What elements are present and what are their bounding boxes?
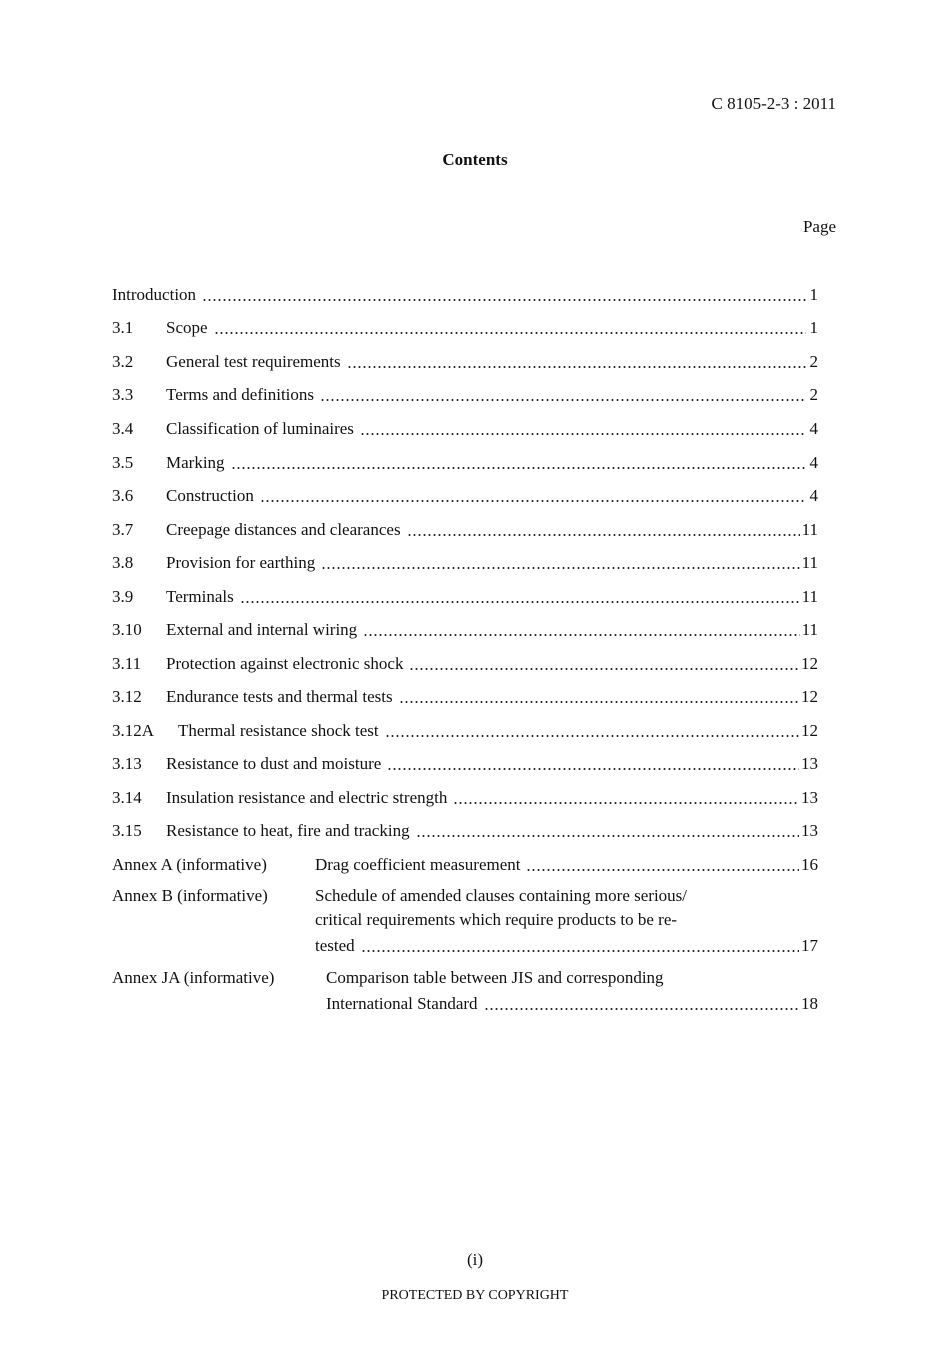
toc-entry[interactable] (112, 484, 818, 506)
toc-entry-annex-a[interactable] (112, 853, 818, 875)
toc-entry[interactable] (112, 350, 818, 372)
dot-leader (361, 936, 799, 956)
toc-entry-number: 3.14 (112, 788, 142, 807)
dot-leader (453, 788, 799, 808)
dot-leader (409, 654, 799, 674)
toc-entry-page: 2 (809, 352, 818, 371)
toc-entry-page: 18 (801, 994, 818, 1013)
toc-entry-page: 4 (809, 486, 818, 505)
toc-entry[interactable] (112, 585, 818, 607)
toc-entry[interactable] (112, 719, 818, 741)
annex-title-line: International Standard (326, 994, 478, 1013)
toc-entry-page: 1 (809, 285, 818, 304)
toc-entry-page: 4 (809, 419, 818, 438)
toc-entry[interactable] (112, 819, 818, 841)
toc-entry-page: 2 (809, 385, 818, 404)
annex-title: Drag coefficient measurement (315, 855, 521, 874)
toc-entry[interactable] (112, 518, 818, 540)
dot-leader (260, 486, 806, 506)
dot-leader (407, 520, 800, 540)
toc-entry-title: Resistance to dust and moisture (166, 754, 382, 773)
dot-leader (385, 721, 799, 741)
toc-entry-title: Terminals (166, 587, 234, 606)
toc-entry-number: 3.5 (112, 453, 134, 472)
dot-leader (240, 587, 800, 607)
dot-leader (360, 419, 806, 439)
toc-entry[interactable] (112, 451, 818, 473)
document-id: C 8105-2-3 : 2011 (711, 94, 836, 113)
annex-label: Annex JA (informative) (112, 968, 275, 987)
toc-entry[interactable] (112, 786, 818, 808)
toc-entry-page: 16 (801, 855, 818, 874)
toc-entry-title: Introduction (112, 285, 197, 304)
toc-entry-page: 11 (801, 553, 818, 572)
dot-leader (484, 994, 799, 1014)
dot-leader (320, 385, 806, 405)
toc-entry-number: 3.10 (112, 620, 142, 639)
copyright-notice: PROTECTED BY COPYRIGHT (381, 1288, 569, 1303)
dot-leader (202, 285, 806, 305)
toc-entry-page: 11 (801, 520, 818, 539)
toc-entry[interactable] (112, 316, 818, 338)
dot-leader (526, 855, 799, 875)
toc-entry-page: 1 (809, 318, 818, 337)
toc-entry[interactable] (112, 618, 818, 640)
toc-entry[interactable] (112, 652, 818, 674)
toc-entry-number: 3.13 (112, 754, 142, 773)
toc-entry-title: Insulation resistance and electric strength (166, 788, 448, 807)
dot-leader (363, 620, 799, 640)
page-column-label: Page (802, 217, 836, 236)
toc-entry-page: 17 (801, 936, 818, 955)
toc-entry[interactable] (112, 551, 818, 573)
toc-entry-title: Protection against electronic shock (166, 654, 404, 673)
dot-leader (416, 821, 799, 841)
toc-entry-title: Provision for earthing (166, 553, 316, 572)
toc-entry-page: 11 (801, 587, 818, 606)
toc-entry-number: 3.4 (112, 419, 134, 438)
toc-entry[interactable] (112, 685, 818, 707)
annex-title-line[interactable]: Comparison table between JIS and corresponding (326, 968, 664, 987)
dot-leader (387, 754, 799, 774)
annex-label: Annex B (informative) (112, 886, 268, 905)
toc-entry-page: 13 (801, 788, 818, 807)
toc-entry-title: Creepage distances and clearances (166, 520, 401, 539)
toc-entry-number: 3.8 (112, 553, 134, 572)
toc-entry[interactable] (112, 417, 818, 439)
toc-entry-page: 11 (801, 620, 818, 639)
toc-entry-title: Resistance to heat, fire and tracking (166, 821, 410, 840)
toc-entry-title: Endurance tests and thermal tests (166, 687, 393, 706)
toc-entry-number: 3.7 (112, 520, 134, 539)
toc-entry-number: 3.15 (112, 821, 142, 840)
toc-entry-page: 12 (801, 654, 818, 673)
toc-entry-title: General test requirements (166, 352, 341, 371)
toc-entry-title: Thermal resistance shock test (178, 721, 379, 740)
dot-leader (321, 553, 799, 573)
dot-leader (347, 352, 806, 372)
annex-title-line: tested (315, 936, 355, 955)
toc-entry-annex-ja[interactable] (326, 992, 818, 1014)
toc-entry-number: 3.6 (112, 486, 134, 505)
annex-title-line[interactable]: Schedule of amended clauses containing more serious/ (315, 886, 687, 905)
toc-entry-number: 3.3 (112, 385, 134, 404)
toc-entry-title: Marking (166, 453, 225, 472)
toc-entry-number: 3.9 (112, 587, 134, 606)
toc-entry-number: 3.2 (112, 352, 134, 371)
toc-entry-page: 12 (801, 721, 818, 740)
toc-entry-page: 4 (809, 453, 818, 472)
dot-leader (214, 318, 806, 338)
toc-entry-title: External and internal wiring (166, 620, 358, 639)
toc-entry-introduction[interactable] (112, 283, 818, 305)
toc-entry-page: 13 (801, 821, 818, 840)
toc-entry-number: 3.12 (112, 687, 142, 706)
toc-entry-title: Terms and definitions (166, 385, 315, 404)
toc-entry-number: 3.11 (112, 654, 142, 673)
page-title: Contents (442, 150, 508, 169)
toc-entry-annex-b[interactable] (315, 934, 818, 956)
dot-leader (231, 453, 806, 473)
dot-leader (399, 687, 799, 707)
toc-entry-number: 3.1 (112, 318, 134, 337)
toc-entry-title: Scope (166, 318, 208, 337)
annex-label: Annex A (informative) (112, 855, 267, 874)
toc-entry-page: 12 (801, 687, 818, 706)
annex-title-line[interactable]: critical requirements which require products to be re- (315, 910, 678, 929)
toc-entry-number: 3.12A (112, 721, 155, 740)
toc-entry[interactable] (112, 752, 818, 774)
toc-entry-title: Construction (166, 486, 254, 505)
toc-entry[interactable] (112, 383, 818, 405)
toc-entry-title: Classification of luminaires (166, 419, 354, 438)
footer-page-number: (i) (466, 1250, 484, 1269)
toc-entry-page: 13 (801, 754, 818, 773)
